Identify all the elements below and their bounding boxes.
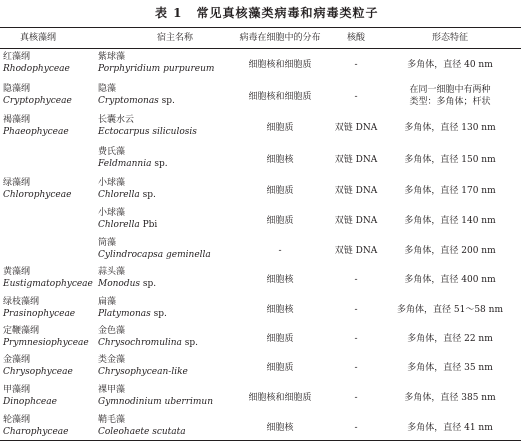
host-name-latin bbox=[98, 366, 188, 378]
nucleic-acid: 双链 DNA bbox=[334, 245, 378, 256]
host-name-cn: 裸甲藻 bbox=[98, 385, 126, 395]
distribution: 细胞核 bbox=[266, 422, 294, 433]
nucleic-acid: 双链 DNA bbox=[334, 154, 378, 165]
host-name-latin bbox=[98, 219, 157, 231]
morphology: 多角体，直径 200 nm bbox=[404, 245, 496, 256]
host-qualifier: sp. bbox=[150, 309, 167, 319]
host-name-cn: 费氏藻 bbox=[98, 147, 126, 157]
host-name-latin bbox=[98, 158, 168, 170]
host-name-latin bbox=[98, 126, 197, 138]
header-host: 宿主名称 bbox=[156, 33, 193, 43]
morphology: 多角体，直径 140 nm bbox=[404, 215, 496, 226]
host-name-latin bbox=[98, 396, 213, 408]
distribution: - bbox=[278, 245, 282, 256]
host-name-cn: 鞘毛藻 bbox=[98, 415, 126, 425]
host-name-latin bbox=[98, 189, 156, 201]
header-morphology: 形态特征 bbox=[431, 33, 468, 43]
host-genus-species: Cylindrocapsa geminella bbox=[98, 250, 211, 260]
host-name-cn: 隐藻 bbox=[98, 84, 117, 94]
host-name-cn: 紫球藻 bbox=[98, 52, 126, 62]
class-name-latin: Charophyceae bbox=[3, 427, 69, 437]
class-name-latin: Eustigmatophyceae bbox=[3, 279, 93, 289]
host-name-cn: 长囊水云 bbox=[98, 115, 135, 125]
host-name-cn: 扁藻 bbox=[98, 297, 117, 307]
host-genus-species: Platymonas bbox=[98, 309, 151, 319]
morphology: 多角体，直径 41 nm bbox=[407, 422, 493, 433]
distribution: 细胞核 bbox=[266, 304, 294, 315]
nucleic-acid: 双链 DNA bbox=[334, 185, 378, 196]
distribution: 细胞质 bbox=[266, 362, 294, 373]
morphology: 多角体，直径 170 nm bbox=[404, 185, 496, 196]
morphology: 多角体，直径 40 nm bbox=[407, 59, 493, 70]
class-name-latin: Prymnesiophyceae bbox=[3, 338, 89, 348]
table-caption: 常见真核藻类病毒和病毒类粒子 bbox=[196, 6, 379, 20]
distribution: 细胞核和细胞质 bbox=[248, 59, 312, 70]
morphology-line: 类型：多角体；杆状 bbox=[409, 97, 491, 107]
host-qualifier: sp. bbox=[140, 279, 157, 289]
class-name-cn: 黄藻纲 bbox=[3, 267, 31, 277]
nucleic-acid: - bbox=[354, 59, 358, 70]
morphology: 多角体，直径 150 nm bbox=[404, 154, 496, 165]
nucleic-acid: 双链 DNA bbox=[334, 215, 378, 226]
host-qualifier: sp. bbox=[158, 96, 175, 106]
class-name-cn: 隐藻纲 bbox=[3, 84, 31, 94]
morphology: 多角体，直径 51～58 nm bbox=[397, 304, 503, 315]
nucleic-acid: - bbox=[354, 362, 358, 373]
host-genus-species: Monodus bbox=[98, 279, 141, 289]
host-name-cn: 小球藻 bbox=[98, 178, 126, 188]
nucleic-acid: - bbox=[354, 91, 358, 102]
host-genus-species: Gymnodinium uberrimun bbox=[98, 397, 214, 407]
morphology: 多角体，直径 385 nm bbox=[404, 392, 496, 403]
bottom-rule bbox=[0, 440, 521, 441]
host-name-cn: 筒藻 bbox=[98, 238, 117, 248]
host-genus-species: Chlorella bbox=[98, 220, 140, 230]
nucleic-acid: 双链 DNA bbox=[334, 122, 378, 133]
header-distribution: 病毒在细胞中的分布 bbox=[239, 33, 321, 43]
class-name-latin: Dinophceae bbox=[3, 397, 57, 407]
class-name-cn: 褐藻纲 bbox=[3, 115, 31, 125]
host-qualifier: Pbi bbox=[139, 220, 158, 230]
host-name-latin bbox=[98, 308, 167, 320]
host-name-cn: 金色藻 bbox=[98, 326, 126, 336]
host-name-latin bbox=[98, 63, 214, 75]
distribution: 细胞核和细胞质 bbox=[248, 91, 312, 102]
host-name-latin bbox=[98, 249, 211, 261]
morphology: 多角体，直径 35 nm bbox=[407, 362, 493, 373]
class-name-cn: 金藻纲 bbox=[3, 355, 31, 365]
host-name-latin bbox=[98, 278, 156, 290]
distribution: 细胞核 bbox=[266, 154, 294, 165]
class-name-latin: Chlorophyceae bbox=[3, 190, 72, 200]
host-genus-species: Chrysochromulina bbox=[98, 338, 182, 348]
host-qualifier: sp. bbox=[151, 159, 168, 169]
distribution: 细胞核和细胞质 bbox=[248, 392, 312, 403]
table-number: 表 1 bbox=[154, 6, 183, 20]
nucleic-acid: - bbox=[354, 304, 358, 315]
host-name-cn: 小球藻 bbox=[98, 208, 126, 218]
host-name-latin bbox=[98, 337, 198, 349]
class-name-cn: 定鞭藻纲 bbox=[3, 326, 40, 336]
host-genus-species: Cryptomonas bbox=[98, 96, 159, 106]
host-name-cn: 蒜头藻 bbox=[98, 267, 126, 277]
host-name-latin bbox=[98, 426, 186, 438]
host-genus-species: Chrysophycean-like bbox=[98, 367, 188, 377]
morphology: 多角体，直径 400 nm bbox=[404, 274, 496, 285]
class-name-latin: Prasinophyceae bbox=[3, 309, 76, 319]
distribution: 细胞质 bbox=[266, 122, 294, 133]
class-name-latin: Chrysophyceae bbox=[3, 367, 73, 377]
class-name-cn: 轮藻纲 bbox=[3, 415, 31, 425]
class-name-cn: 红藻纲 bbox=[3, 52, 31, 62]
host-genus-species: Coleohaete scutata bbox=[98, 427, 186, 437]
nucleic-acid: - bbox=[354, 422, 358, 433]
morphology-line: 在同一细胞中有两种 bbox=[409, 85, 491, 95]
distribution: 细胞质 bbox=[266, 185, 294, 196]
class-name-latin: Phaeophyceae bbox=[3, 127, 69, 137]
class-name-latin: Cryptophyceae bbox=[3, 96, 72, 106]
header-nucleic-acid: 核酸 bbox=[346, 33, 365, 43]
distribution: 细胞核 bbox=[266, 274, 294, 285]
host-qualifier: sp. bbox=[181, 338, 199, 348]
table-title bbox=[0, 4, 521, 21]
host-name-latin bbox=[98, 95, 175, 107]
host-genus-species: Ectocarpus siliculosis bbox=[98, 127, 197, 137]
distribution: 细胞质 bbox=[266, 215, 294, 226]
morphology: 多角体，直径 22 nm bbox=[407, 333, 493, 344]
class-name-latin: Rhodophyceae bbox=[3, 64, 70, 74]
nucleic-acid: - bbox=[354, 333, 358, 344]
distribution: 细胞质 bbox=[266, 333, 294, 344]
nucleic-acid: - bbox=[354, 274, 358, 285]
host-genus-species: Porphyridium purpureum bbox=[98, 64, 215, 74]
host-genus-species: Feldmannia bbox=[98, 159, 152, 169]
class-name-cn: 绿藻纲 bbox=[3, 178, 31, 188]
class-name-cn: 绿枝藻纲 bbox=[3, 297, 40, 307]
top-rule bbox=[0, 27, 521, 28]
header-rule bbox=[0, 48, 521, 49]
host-genus-species: Chlorella bbox=[98, 190, 140, 200]
nucleic-acid: - bbox=[354, 392, 358, 403]
host-name-cn: 类金藻 bbox=[98, 355, 126, 365]
class-name-cn: 甲藻纲 bbox=[3, 385, 31, 395]
header-class: 真核藻纲 bbox=[19, 33, 56, 43]
morphology: 多角体，直径 130 nm bbox=[404, 122, 496, 133]
host-qualifier: sp. bbox=[139, 190, 156, 200]
